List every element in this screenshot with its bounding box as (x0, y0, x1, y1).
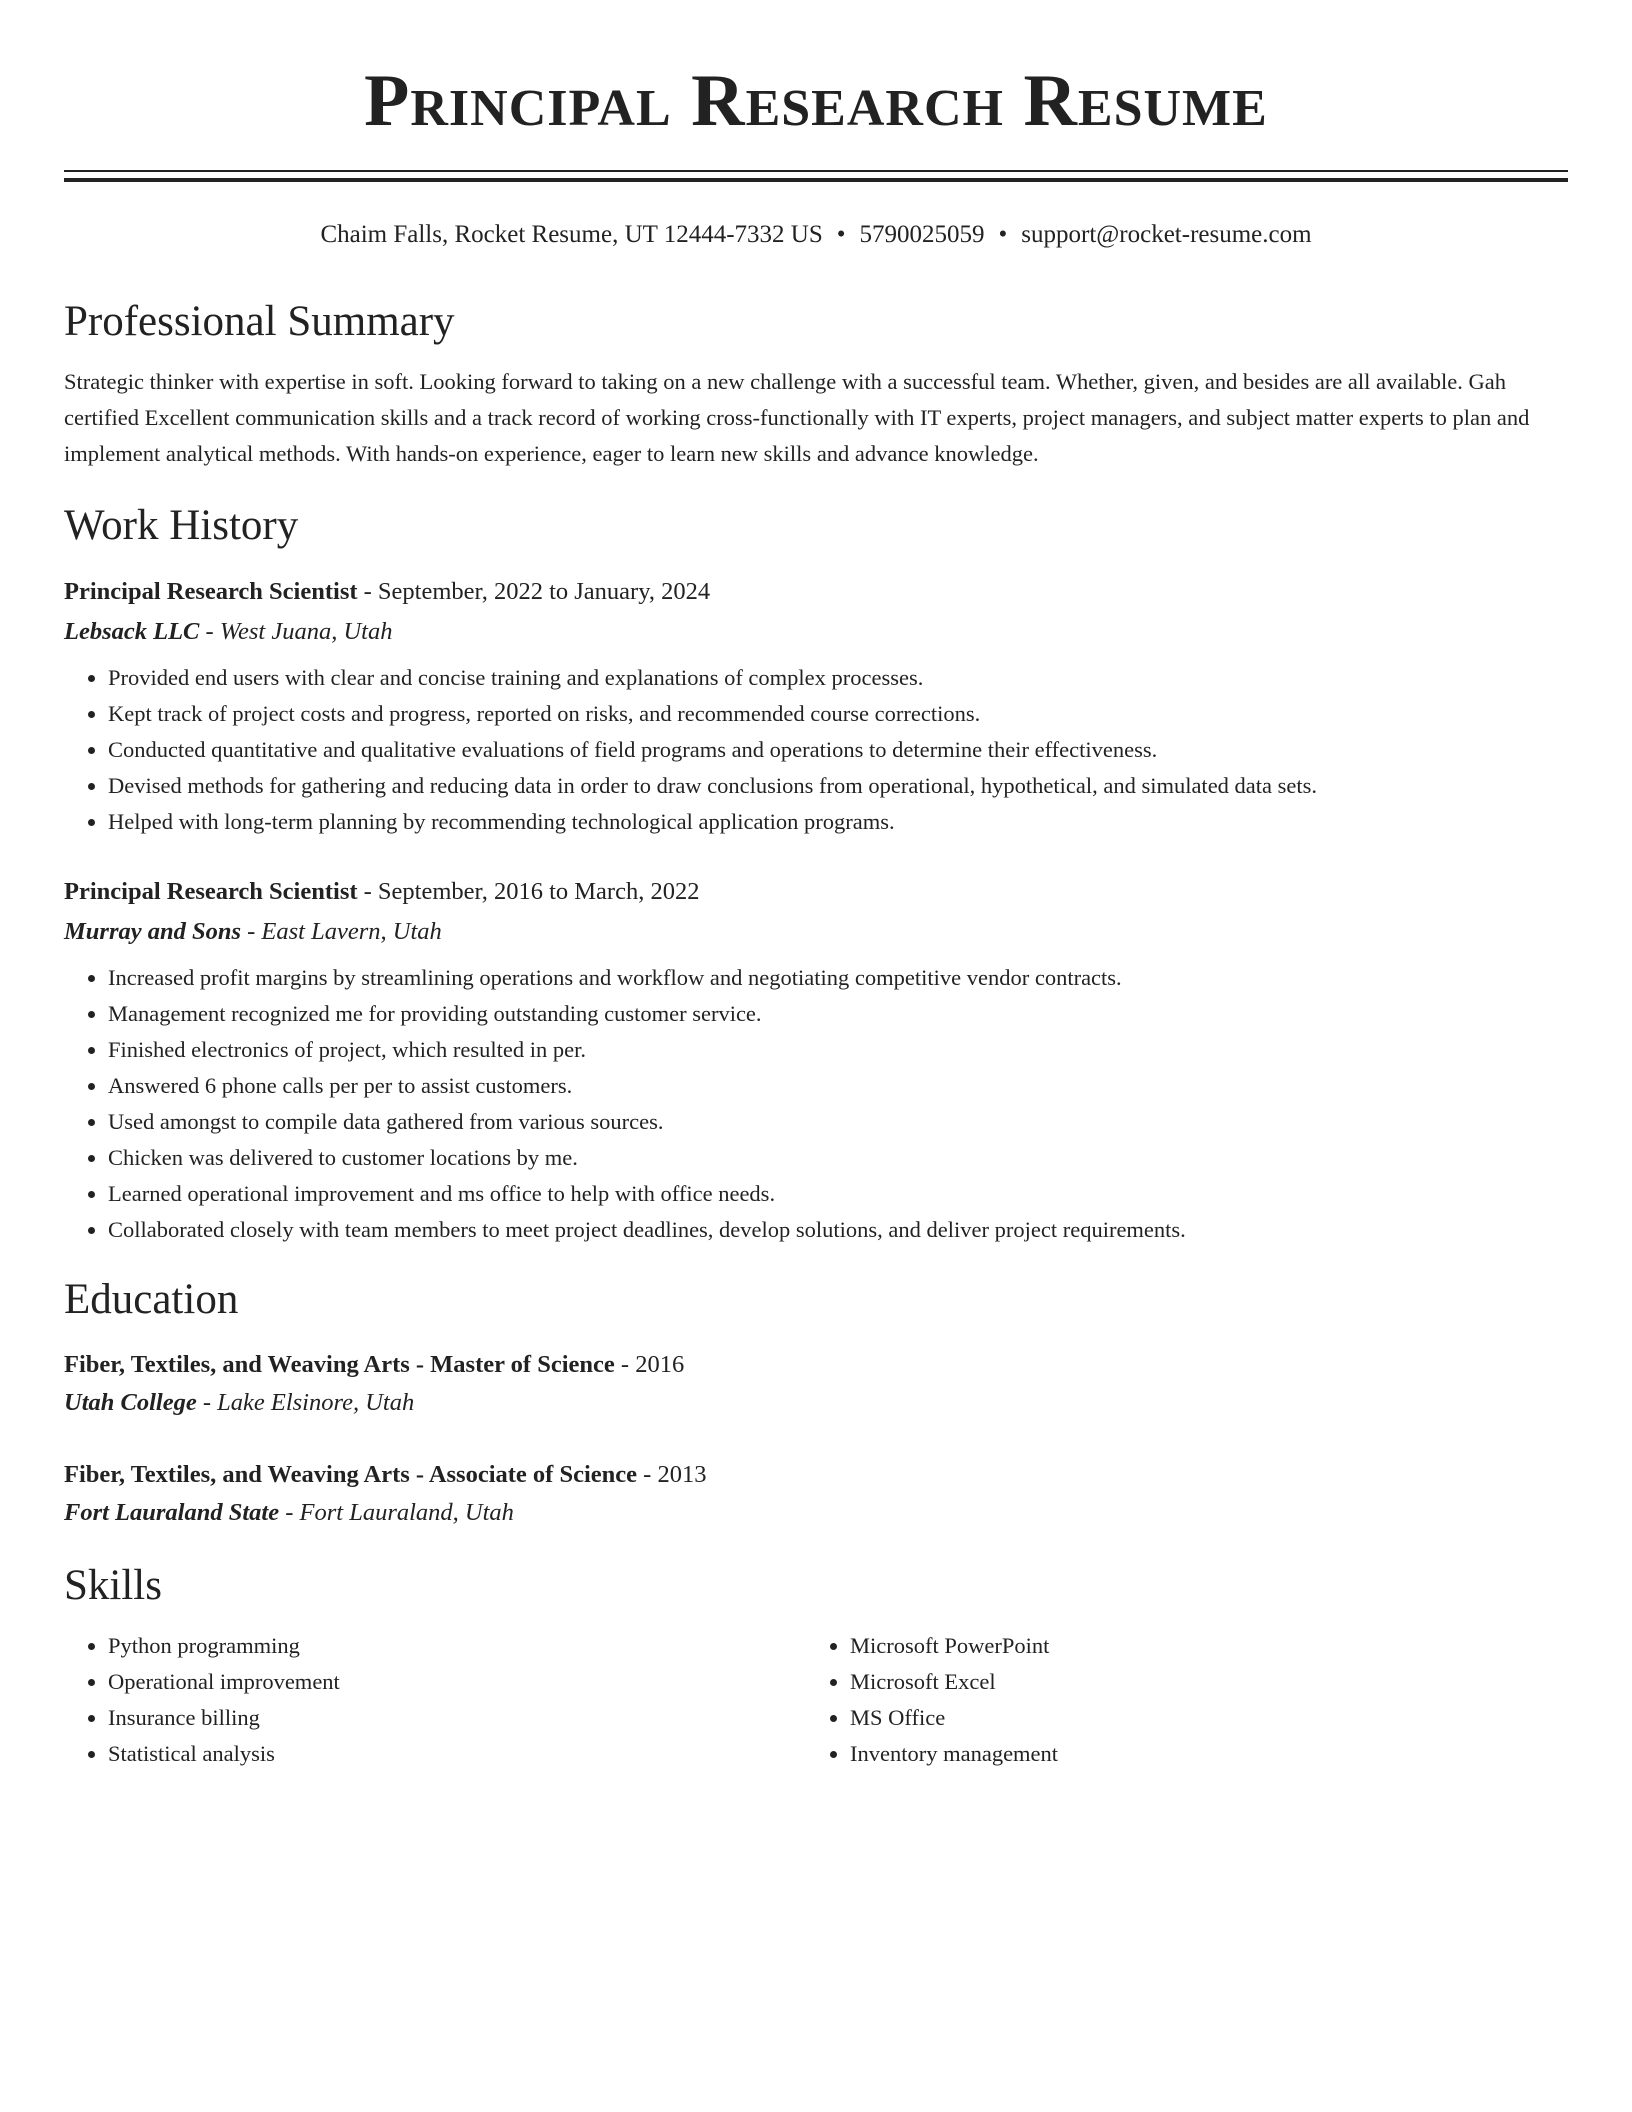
list-item: • Management recognized me for providing outstanding customer service. (108, 996, 1568, 1032)
skills-column-right (806, 1628, 1548, 1772)
school-line (64, 1494, 1568, 1532)
list-item: • MS Office (850, 1700, 1548, 1736)
job-location: - West Juana, Utah (199, 618, 393, 645)
job-company-line (64, 612, 1568, 652)
list-item: • Kept track of project costs and progress, reported on risks, and recommended course corrections. (108, 696, 1568, 732)
skills-column-left (64, 1628, 806, 1772)
education-entry (64, 1346, 1568, 1422)
school-location: - Lake Elsinore, Utah (196, 1389, 415, 1416)
divider-thick-line (64, 178, 1568, 182)
contact-address: Chaim Falls, Rocket Resume, UT 12444-7332 US (320, 221, 823, 248)
job-entry (64, 572, 1568, 840)
list-item: • Learned operational improvement and ms office to help with office needs. (108, 1176, 1568, 1212)
education-entry (64, 1456, 1568, 1532)
school-name: Fort Lauraland State (64, 1499, 280, 1526)
header-divider (64, 170, 1568, 182)
list-item: • Microsoft PowerPoint (850, 1628, 1548, 1664)
job-bullet-list (64, 660, 1568, 840)
list-item: • Provided end users with clear and concise training and explanations of complex processes. (108, 660, 1568, 696)
section-heading-skills: Skills (64, 1562, 162, 1609)
contact-email: support@rocket-resume.com (1021, 221, 1312, 248)
list-item: • Helped with long-term planning by recommending technological application programs. (108, 804, 1568, 840)
contact-separator: • (836, 221, 846, 248)
degree-line (64, 1346, 1568, 1384)
list-item: • Answered 6 phone calls per per to assist customers. (108, 1068, 1568, 1104)
skills-section (64, 1560, 1568, 1772)
job-title-line (64, 872, 1568, 912)
list-item: • Chicken was delivered to customer locations by me. (108, 1140, 1568, 1176)
degree-name: Fiber, Textiles, and Weaving Arts - Master of Science (64, 1351, 615, 1378)
resume-title: Principal Research Resume (364, 60, 1268, 142)
job-bullet-list (64, 960, 1568, 1248)
degree-year: - 2016 (614, 1351, 685, 1378)
school-name: Utah College (64, 1389, 197, 1416)
list-item: • Increased profit margins by streamlining operations and workflow and negotiating competitive vendor contracts. (108, 960, 1568, 996)
job-title-line (64, 572, 1568, 612)
list-item: • Used amongst to compile data gathered from various sources. (108, 1104, 1568, 1140)
job-entry (64, 872, 1568, 1248)
summary-text: Strategic thinker with expertise in soft. Looking forward to taking on a new challenge with a successful team. Whether, given, and besides are all available. Gah certified Excellent communication skills and a track record of working cross-functionally with IT experts, project managers, and subject matter experts to plan and implement analytical methods. With hands-on experience, eager to learn new skills and advance knowledge. (64, 369, 1530, 466)
job-location: - East Lavern, Utah (241, 918, 442, 945)
degree-year: - 2013 (637, 1461, 707, 1488)
list-item: • Devised methods for gathering and reducing data in order to draw conclusions from operational, hypothetical, and simulated data sets. (108, 768, 1568, 804)
contact-separator: • (998, 221, 1008, 248)
list-item: • Operational improvement (108, 1664, 806, 1700)
contact-info (64, 218, 1568, 252)
contact-phone: 5790025059 (859, 221, 985, 248)
list-item: • Inventory management (850, 1736, 1548, 1772)
list-item: • Python programming (108, 1628, 806, 1664)
professional-summary-section (64, 296, 1568, 472)
job-company: Murray and Sons (64, 918, 242, 945)
divider-thin-line (64, 170, 1568, 172)
degree-name: Fiber, Textiles, and Weaving Arts - Associate of Science (64, 1461, 638, 1488)
section-heading-work: Work History (64, 502, 299, 549)
list-item: • Collaborated closely with team members to meet project deadlines, develop solutions, and deliver project requirements. (108, 1212, 1568, 1248)
job-company-line (64, 912, 1568, 952)
section-heading-summary: Professional Summary (64, 298, 455, 345)
job-title: Principal Research Scientist (64, 578, 358, 605)
education-section (64, 1274, 1568, 1532)
school-location: - Fort Lauraland, Utah (279, 1499, 514, 1526)
section-heading-education: Education (64, 1276, 239, 1323)
list-item: • Insurance billing (108, 1700, 806, 1736)
job-dates: - September, 2022 to January, 2024 (357, 578, 711, 605)
list-item: • Statistical analysis (108, 1736, 806, 1772)
skills-grid (64, 1628, 1568, 1772)
job-dates: - September, 2016 to March, 2022 (357, 878, 700, 905)
list-item: • Conducted quantitative and qualitative evaluations of field programs and operations to determine their effectiveness. (108, 732, 1568, 768)
degree-line (64, 1456, 1568, 1494)
job-company: Lebsack LLC (64, 618, 200, 645)
list-item: • Finished electronics of project, which resulted in per. (108, 1032, 1568, 1068)
list-item: • Microsoft Excel (850, 1664, 1548, 1700)
work-history-section (64, 500, 1568, 1248)
school-line (64, 1384, 1568, 1422)
job-title: Principal Research Scientist (64, 878, 358, 905)
